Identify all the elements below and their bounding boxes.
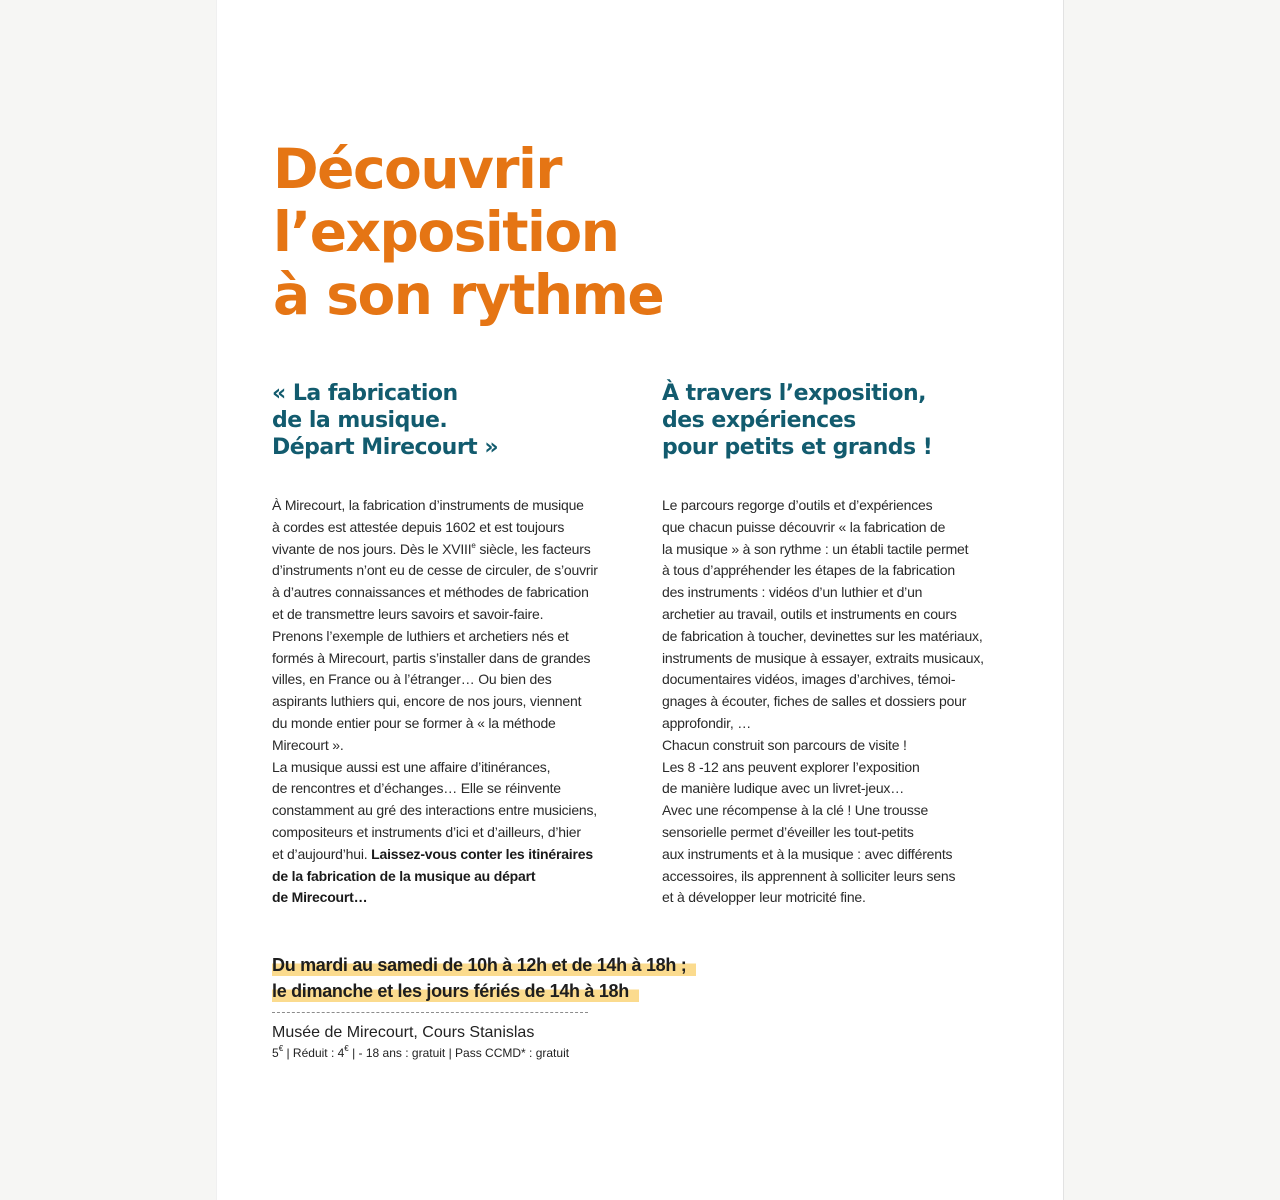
body-line: Avec une récompense à la clé ! Une trousse (662, 802, 929, 819)
body-line (272, 539, 622, 561)
body-line: Mirecourt ». (272, 736, 344, 753)
price-rest: | - 18 ans : gratuit | Pass CCMD* : gratuit (348, 1046, 570, 1060)
right-heading (662, 380, 1012, 461)
superscript-e: e (471, 540, 476, 550)
body-line: accessoires, ils apprennent à solliciter leurs sens (662, 867, 956, 884)
body-line (272, 844, 622, 866)
title-line: à son rythme (273, 263, 664, 327)
heading-line: « La fabrication (272, 381, 458, 406)
body-line: sensorielle permet d’éveiller les tout-petits (662, 823, 914, 840)
left-body (272, 495, 622, 909)
body-line: de rencontres et d’échanges… Elle se réinvente (272, 780, 561, 797)
body-line: la musique » à son rythme : un établi tactile permet (662, 540, 969, 557)
euro-sign: € (344, 1044, 349, 1053)
body-line: que chacun puisse découvrir « la fabrication de (662, 518, 946, 535)
body-line: La musique aussi est une affaire d’itinérances, (272, 758, 551, 775)
body-line: Le parcours regorge d’outils et d’expériences (662, 497, 933, 513)
right-column (662, 380, 1012, 909)
body-line (272, 866, 622, 888)
heading-line: de la musique. (272, 408, 448, 433)
body-line: À Mirecourt, la fabrication d’instruments de musique (272, 497, 584, 513)
body-line: Chacun construit son parcours de visite ! (662, 736, 907, 753)
title-line: Découvrir (273, 137, 561, 201)
euro-sign: € (278, 1044, 284, 1053)
body-line: du monde entier pour se former à « la méthode (272, 714, 556, 731)
heading-line: des expériences (662, 408, 856, 433)
right-body (662, 495, 1012, 909)
venue-address: Musée de Mirecourt, Cours Stanislas (272, 1024, 535, 1041)
left-heading (272, 380, 622, 461)
body-line: documentaires vidéos, images d’archives, témoi- (662, 671, 956, 688)
body-line: Prenons l’exemple de luthiers et archetiers nés et (272, 627, 569, 644)
left-column (272, 380, 622, 909)
heading-line: pour petits et grands ! (662, 435, 933, 460)
body-line: archetier au travail, outils et instruments en cours (662, 605, 957, 622)
body-line-start: vivante de nos jours. Dès le XVIII (272, 540, 472, 557)
dashed-divider (272, 1012, 588, 1013)
body-line-end: siècle, les facteurs (479, 540, 591, 557)
body-line: instruments de musique à essayer, extraits musicaux, (662, 649, 984, 666)
hours-line (272, 978, 696, 1004)
price-reduced: | Réduit : 4 (283, 1046, 345, 1060)
body-line: de fabrication à toucher, devinettes sur les matériaux, (662, 627, 983, 644)
body-line: formés à Mirecourt, partis s’installer dans de grandes (272, 649, 591, 666)
body-line: compositeurs et instruments d’ici et d’ailleurs, d’hier (272, 823, 581, 840)
bold-callout: de la fabrication de la musique au départ (272, 867, 536, 884)
body-line: et de transmettre leurs savoirs et savoir-faire. (272, 605, 544, 622)
body-line: d’instruments n’ont eu de cesse de circuler, de s’ouvrir (272, 562, 598, 579)
bold-callout: Laissez-vous conter les itinéraires (371, 845, 593, 862)
title-line: l’exposition (273, 200, 619, 264)
hours-highlight: le dimanche et les jours fériés de 14h à 18h (272, 978, 639, 1004)
price-full: 5 (272, 1046, 279, 1060)
body-line: Les 8 -12 ans peuvent explorer l’exposition (662, 758, 920, 775)
hours-highlight: Du mardi au samedi de 10h à 12h et de 14h à 18h ; (272, 952, 696, 978)
price-info (272, 1044, 569, 1062)
hours-line (272, 952, 696, 978)
body-line: des instruments : vidéos d’un luthier et d’un (662, 584, 923, 601)
body-line: constamment au gré des interactions entre musiciens, (272, 802, 597, 819)
body-line: et à développer leur motricité fine. (662, 889, 866, 906)
body-line: de manière ludique avec un livret-jeux… (662, 780, 904, 797)
bold-callout: de Mirecourt… (272, 889, 368, 906)
heading-line: Départ Mirecourt » (272, 435, 499, 460)
body-line: villes, en France ou à l’étranger… Ou bien des (272, 671, 552, 688)
page-title (273, 138, 663, 327)
body-line (272, 887, 622, 909)
body-line: aspirants luthiers qui, encore de nos jours, viennent (272, 693, 582, 710)
body-line: aux instruments et à la musique : avec différents (662, 845, 953, 862)
body-line: à cordes est attestée depuis 1602 et est toujours (272, 518, 565, 535)
heading-line: À travers l’exposition, (662, 381, 926, 406)
body-line: approfondir, … (662, 714, 752, 731)
body-line: gnages à écouter, fiches de salles et dossiers pour (662, 693, 967, 710)
body-line: à tous d’appréhender les étapes de la fabrication (662, 562, 955, 579)
body-line-text: et d’aujourd’hui. (272, 845, 368, 862)
body-line: à d’autres connaissances et méthodes de fabrication (272, 584, 589, 601)
opening-hours (272, 952, 696, 1004)
